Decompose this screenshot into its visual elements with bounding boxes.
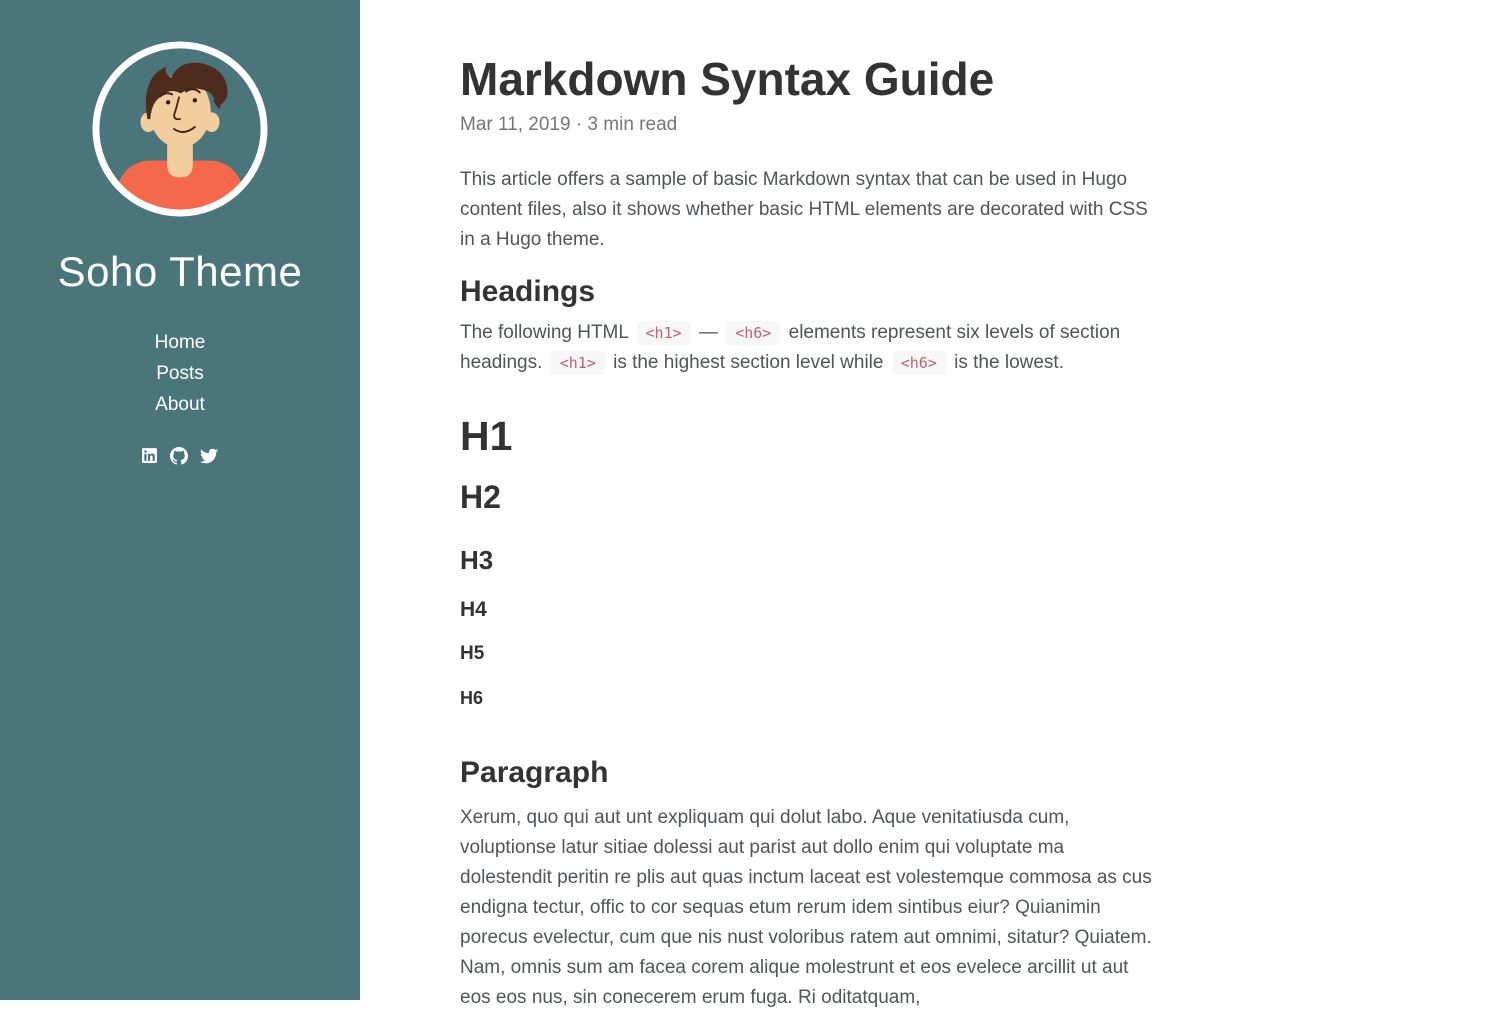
github-icon[interactable] <box>170 447 188 465</box>
sidebar <box>0 0 360 1000</box>
sample-heading-h4: H4 <box>460 598 487 622</box>
site-title[interactable]: Soho Theme <box>57 248 303 295</box>
linkedin-icon[interactable] <box>142 447 157 465</box>
paragraph-body: Xerum, quo qui aut unt expliquam qui dolut labo. Aque venitatiusda cum, voluptionse latur sitiae dolessi aut parist aut dollo enim qui voluptate ma dolestendit peritin re plis aut quas inctum laceat est volestemque commosa as cus endigna tectur, offic to cor sequas etum rerum idem sintibus eiur? Quianimin porecus evelectur, cum que nis nust voloribus ratem aut omnimi, sitatur? Quiatem. Nam, omnis sum am facea corem alique molestrunt et eos evelece arcillit ut aut eos eos nus, sin conecerem erum fuga. Ri oditatquam, <box>460 807 1152 1009</box>
twitter-icon[interactable] <box>200 447 218 465</box>
inline-code: <h1> <box>637 321 691 345</box>
article <box>360 0 1155 1013</box>
sample-heading-h6: H6 <box>460 688 484 709</box>
social-links <box>0 447 360 465</box>
sidebar-item-about[interactable]: About <box>155 394 205 415</box>
sidebar-item-posts[interactable]: Posts <box>156 363 204 384</box>
inline-code: <h1> <box>551 351 605 375</box>
post-meta: Mar 11, 2019 · 3 min read <box>460 114 678 136</box>
avatar-illustration <box>91 40 269 218</box>
inline-code: <h6> <box>726 321 780 345</box>
post-title: Markdown Syntax Guide <box>460 53 995 105</box>
sample-heading-h2: H2 <box>460 479 501 516</box>
intro-paragraph: This article offers a sample of basic Markdown syntax that can be used in Hugo content files, also it shows whether basic HTML elements are decorated with CSS in a Hugo theme. <box>460 169 1148 251</box>
main-content <box>360 0 1500 1009</box>
sidebar-nav <box>0 328 360 421</box>
avatar <box>91 40 269 218</box>
paragraph-section-title: Paragraph <box>460 756 609 790</box>
headings-description: The following HTML <h1> — <h6> elements represent six levels of section headings. <h1> is the highest section level while <h6> is the lowest. <box>460 322 1121 374</box>
sidebar-item-home[interactable]: Home <box>154 332 206 353</box>
headings-section-title: Headings <box>460 275 596 309</box>
inline-code: <h6> <box>892 351 946 375</box>
sample-heading-h1: H1 <box>460 413 513 460</box>
sample-heading-h5: H5 <box>460 643 485 665</box>
sample-heading-h3: H3 <box>460 545 494 576</box>
